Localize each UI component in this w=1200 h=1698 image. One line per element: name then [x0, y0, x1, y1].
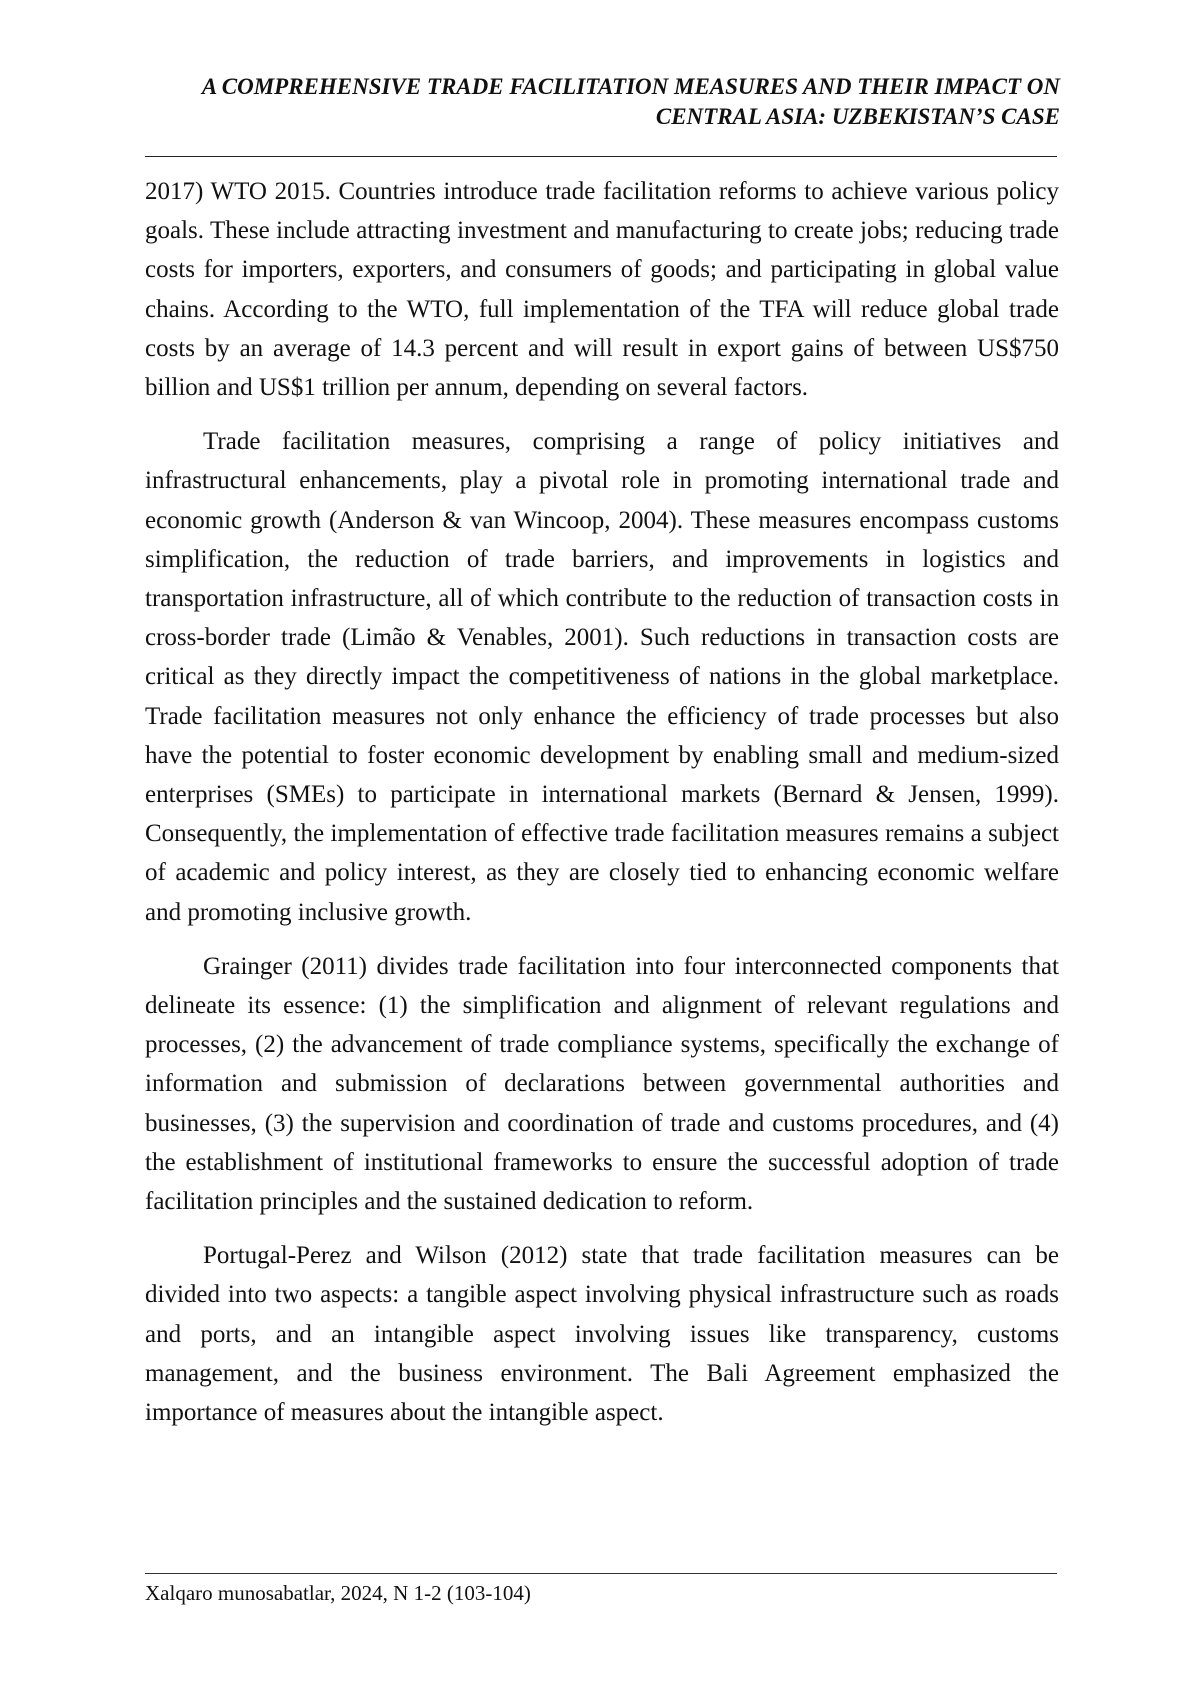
header-divider: [145, 156, 1057, 157]
paragraph-trade-facilitation-measures: Trade facilitation measures, comprising a range of policy initiatives and infrastructural enhancements, play a pivotal role in promoting international trade and economic growth (Anderson & van Wincoop, 2004). These measures encompass customs simplification, the reduction of trade barriers, and improvements in logistics and transportation infrastructure, all of which contribute to the reduction of transaction costs in cross-border trade (Limão & Venables, 2001). Such reductions in transaction costs are critical as they directly impact the competitiveness of nations in the global marketplace. Trade facilitation measures not only enhance the efficiency of trade processes but also have the potential to foster economic development by enabling small and medium-sized enterprises (SMEs) to participate in international markets (Bernard & Jensen, 1999). Consequently, the implementation of effective trade facilitation measures remains a subject of academic and policy interest, as they are closely tied to enhancing economic welfare and promoting inclusive growth.: [145, 428, 1059, 926]
paragraph-grainger: Grainger (2011) divides trade facilitation into four interconnected components that delineate its essence: (1) the simplification and alignment of relevant regulations and processes, (2) the advancement of trade compliance systems, specifically the exchange of information and submission of declarations between governmental authorities and businesses, (3) the supervision and coordination of trade and customs procedures, and (4) the establishment of institutional frameworks to ensure the successful adoption of trade facilitation principles and the sustained dedication to reform.: [145, 952, 1059, 1216]
running-header-line-1: A COMPREHENSIVE TRADE FACILITATION MEASURES AND THEIR IMPACT ON: [201, 74, 1060, 99]
paragraph-continuation: 2017) WTO 2015. Countries introduce trade facilitation reforms to achieve various policy goals. These include attracting investment and manufacturing to create jobs; reducing trade costs for importers, exporters, and consumers of goods; and participating in global value chains. According to the WTO, full implementation of the TFA will reduce global trade costs by an average of 14.3 percent and will result in export gains of between US$750 billion and US$1 trillion per annum, depending on several factors.: [145, 178, 1059, 402]
paragraph-portugal-perez-wilson: Portugal-Perez and Wilson (2012) state that trade facilitation measures can be divided into two aspects: a tangible aspect involving physical infrastructure such as roads and ports, and an intangible aspect involving issues like transparency, customs management, and the business environment. The Bali Agreement emphasized the importance of measures about the intangible aspect.: [145, 1242, 1059, 1427]
journal-citation: Xalqaro munosabatlar, 2024, N 1-2 (103-104): [145, 1581, 531, 1605]
running-header-line-2: CENTRAL ASIA: UZBEKISTAN’S CASE: [655, 104, 1060, 129]
body-text: [145, 172, 1059, 1447]
footer-divider: [145, 1573, 1057, 1574]
running-header: [140, 72, 1060, 132]
